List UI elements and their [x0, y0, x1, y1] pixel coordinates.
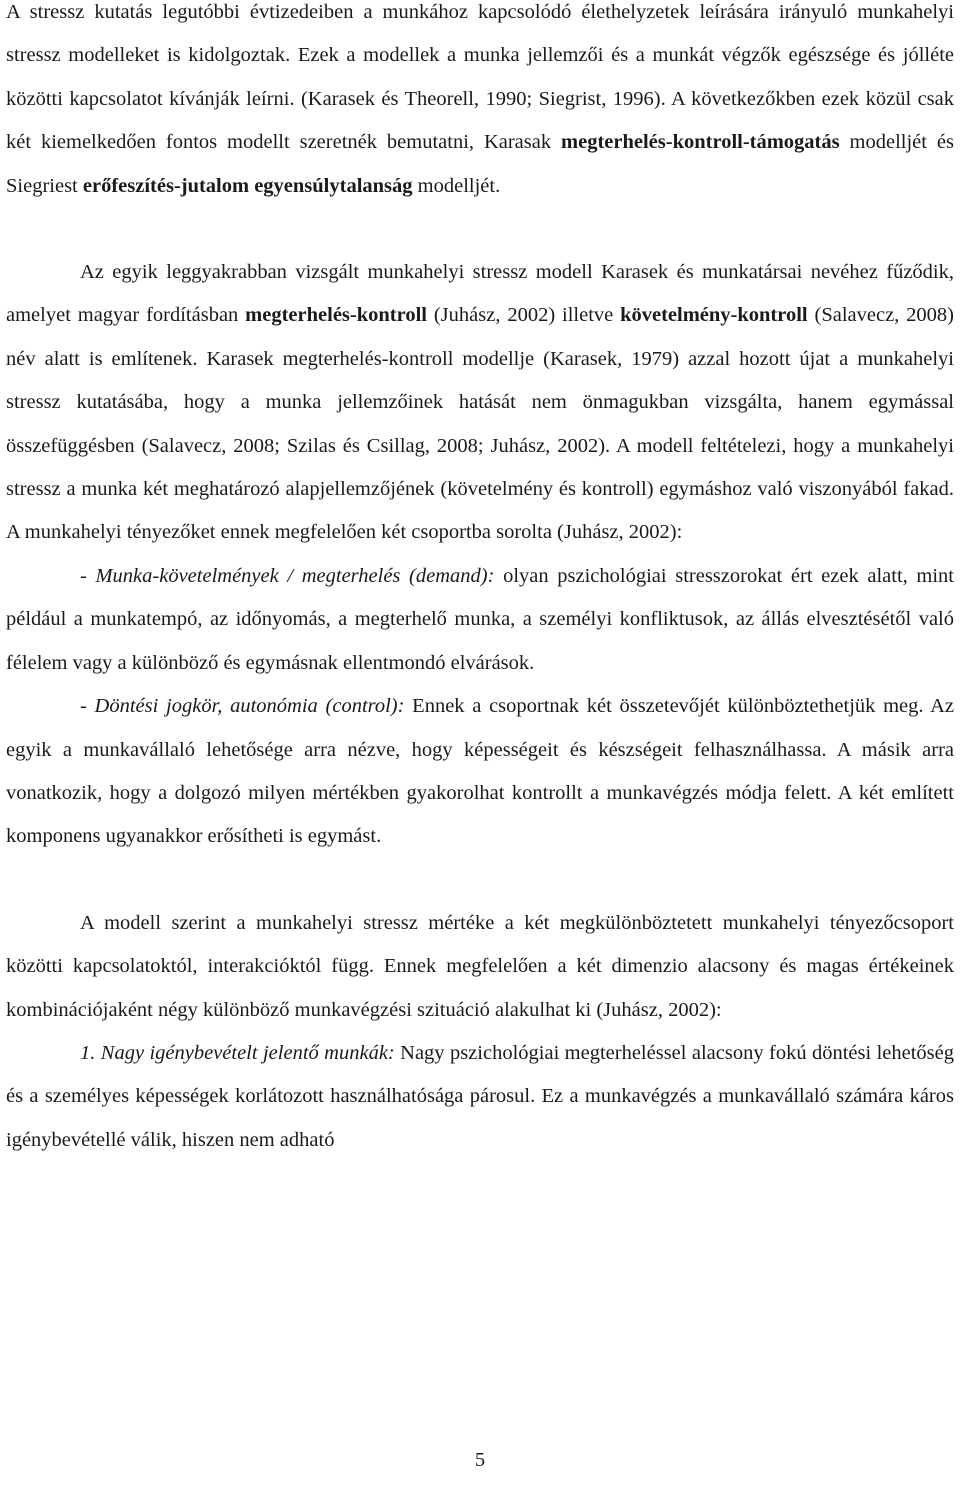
- list-item-demand-text: olyan pszichológiai stresszorokat ért ezek alatt, mint például a munkatempó, az időnyomás, a megterhelő munka, a személyi konfliktusok, az állás elvesztésétől való félelem vagy a különböző és egymásnak ellentmondó elvárások.: [6, 564, 954, 674]
- paragraph-karasek-text-1: Az egyik leggyakrabban vizsgált munkahelyi stressz modell Karasek és munkatársai nevéhez fűződik, amelyet magyar fordításban: [6, 261, 954, 327]
- list-item-dash: -: [80, 564, 96, 587]
- list-item-control-text: Ennek a csoportnak két összetevőjét különböztethetjük meg. Az egyik a munkavállaló lehetősége arra nézve, hogy képességeit és készségeit felhasználhassa. A másik arra vonatkozik, hogy a dolgozó milyen mértékben gyakorolhat kontrollt a munkavégzés módja felett. A két említett komponens ugyanakkor erősítheti is egymást.: [6, 695, 955, 848]
- paragraph-karasek-model: [6, 251, 954, 555]
- list-item-dash: -: [80, 695, 95, 718]
- list-item-control: [6, 685, 954, 859]
- list-item-demand-heading: Munka-követelmények / megterhelés (demand):: [95, 564, 495, 587]
- paragraph-intro-text-2: modelljét és Siegriest: [6, 131, 954, 197]
- list-item-control-heading: Döntési jogkör, autonómia (control):: [94, 695, 405, 718]
- term-megterheles-kontroll: megterhelés-kontroll: [245, 304, 427, 327]
- paragraph-karasek-text-3: (Salavecz, 2008) név alatt is említenek. Karasek megterhelés-kontroll modellje (Karasek, 1979) azzal hozott újat a munkahelyi stressz kutatásába, hogy a munka jellemzőinek hatását nem önmagukban vizsgálta, hanem egymással összefüggésben (Salavecz, 2008; Szilas és Csillag, 2008; Juhász, 2002). A modell feltételezi, hogy a munkahelyi stressz a munka két meghatározó alapjellemzőjének (követelmény és kontroll) egymáshoz való viszonyából fakad. A munkahelyi tényezőket ennek megfelelően két csoportba sorolta (Juhász, 2002):: [6, 304, 954, 544]
- paragraph-four-situations: [6, 902, 954, 1032]
- page-number: 5: [474, 1449, 486, 1471]
- paragraph-intro-text-3: modelljét.: [412, 174, 501, 197]
- list-item-high-strain-heading: 1. Nagy igénybevételt jelentő munkák:: [80, 1041, 395, 1064]
- term-kovetelmeny-kontroll: követelmény-kontroll: [620, 304, 808, 327]
- model-name-effort-reward-imbalance: erőfeszítés-jutalom egyensúlytalanság: [82, 174, 413, 197]
- paragraph-karasek-text-2: (Juhász, 2002) illetve: [426, 304, 621, 327]
- paragraph-four-situations-text: A modell szerint a munkahelyi stressz mértéke a két megkülönböztetett munkahelyi tényezőcsoport közötti kapcsolatoktól, interakcióktól függ. Ennek megfelelően a két dimenzio alacsony és magas értékeinek kombinációjaként négy különböző munkavégzési szituáció alakulhat ki (Juhász, 2002):: [6, 911, 954, 1021]
- list-item-high-strain-jobs: [6, 1032, 954, 1162]
- paragraph-intro: [6, 0, 954, 208]
- document-page: [6, 0, 954, 1162]
- list-item-high-strain-text: Nagy pszichológiai megterheléssel alacsony fokú döntési lehetőség és a személyes képességek korlátozott használhatósága párosul. Ez a munkavégzés a munkavállaló számára káros igénybevétellé válik, hiszen nem adható: [6, 1041, 955, 1151]
- paragraph-intro-text-1: A stressz kutatás legutóbbi évtizedeiben a munkához kapcsolódó élethelyzetek leírására irányuló munkahelyi stressz modelleket is kidolgoztak. Ezek a modellek a munka jellemzői és a munkát végzők egészsége és jólléte közötti kapcsolatot kívánják leírni. (Karasek és Theorell, 1990; Siegrist, 1996). A következőkben ezek közül csak két kiemelkedően fontos modellt szeretnék bemutatni, Karasak: [6, 1, 954, 154]
- list-item-demand: [6, 555, 954, 685]
- model-name-demand-control-support: megterhelés-kontroll-támogatás: [561, 131, 840, 154]
